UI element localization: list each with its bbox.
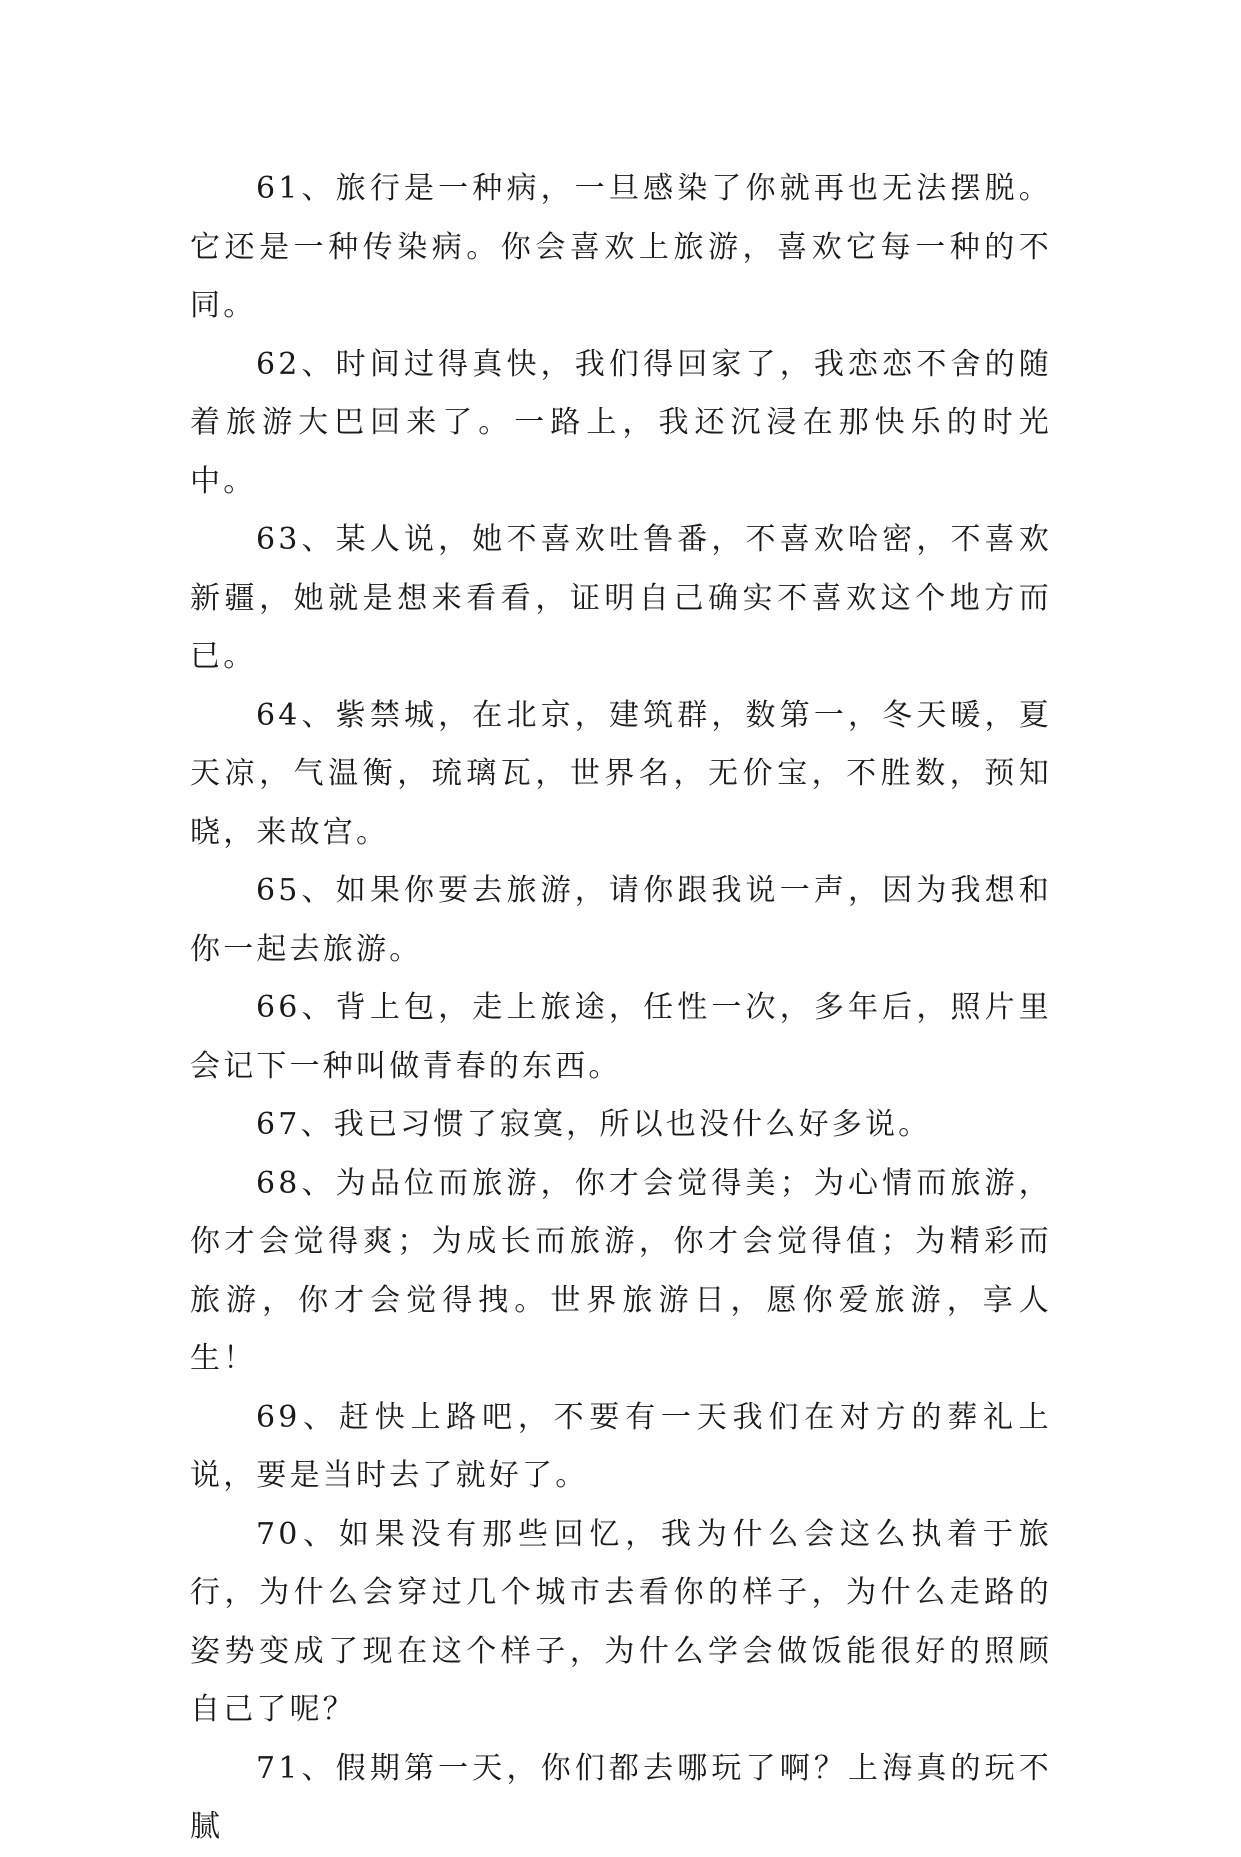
document-body xyxy=(190,160,1052,1857)
paragraph-68: 68、为品位而旅游，你才会觉得美；为心情而旅游，你才会觉得爽；为成长而旅游，你才会觉得值；为精彩而旅游，你才会觉得拽。世界旅游日，愿你爱旅游，享人生！ xyxy=(190,1165,1052,1376)
paragraph-61: 61、旅行是一种病，一旦感染了你就再也无法摆脱。它还是一种传染病。你会喜欢上旅游，喜欢它每一种的不同。 xyxy=(190,171,1052,323)
paragraph-70: 70、如果没有那些回忆，我为什么会这么执着于旅行，为什么会穿过几个城市去看你的样子，为什么走路的姿势变成了现在这个样子，为什么学会做饭能很好的照顾自己了呢？ xyxy=(190,1516,1052,1727)
paragraph-67: 67、我已习惯了寂寞，所以也没什么好多说。 xyxy=(256,1107,932,1142)
paragraph-66: 66、背上包，走上旅途，任性一次，多年后，照片里会记下一种叫做青春的东西。 xyxy=(190,990,1052,1084)
paragraph-65: 65、如果你要去旅游，请你跟我说一声，因为我想和你一起去旅游。 xyxy=(190,873,1052,967)
paragraph-71: 71、假期第一天，你们都去哪玩了啊？上海真的玩不腻 xyxy=(190,1750,1052,1844)
paragraph-64: 64、紫禁城，在北京，建筑群，数第一，冬天暖，夏天凉，气温衡，琉璃瓦，世界名，无价宝，不胜数，预知晓，来故宫。 xyxy=(190,697,1052,850)
paragraph-69: 69、赶快上路吧，不要有一天我们在对方的葬礼上说，要是当时去了就好了。 xyxy=(190,1399,1052,1493)
paragraph-62: 62、时间过得真快，我们得回家了，我恋恋不舍的随着旅游大巴回来了。一路上，我还沉浸在那快乐的时光中。 xyxy=(190,346,1052,499)
paragraph-63: 63、某人说，她不喜欢吐鲁番，不喜欢哈密，不喜欢新疆，她就是想来看看，证明自己确实不喜欢这个地方而已。 xyxy=(190,522,1052,674)
